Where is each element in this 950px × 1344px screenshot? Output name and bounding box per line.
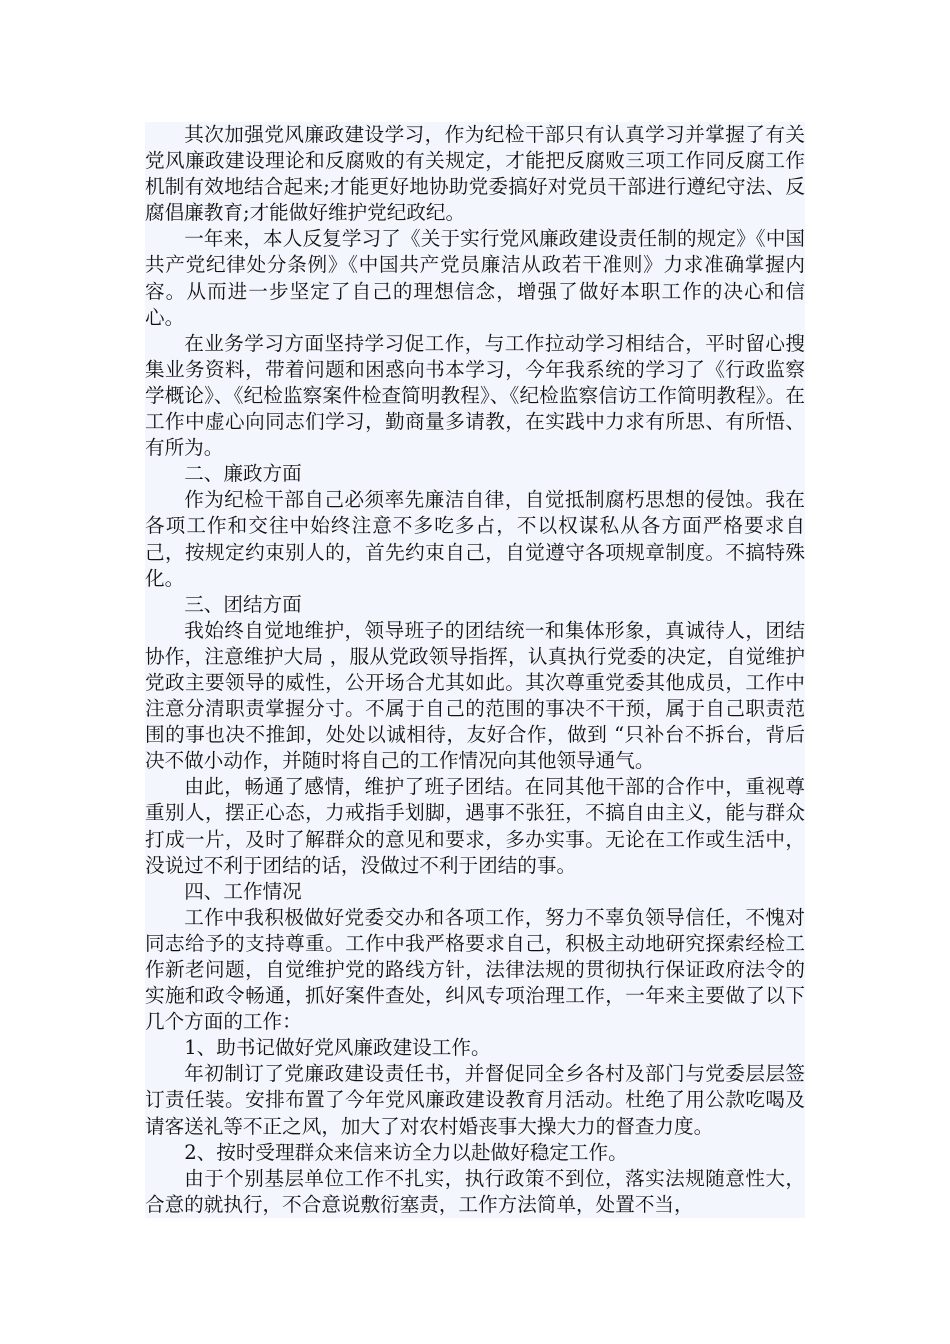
subheading-assist-secretary: 1、助书记做好党风廉政建设工作。 [184,1036,491,1060]
paragraph-assist-secretary: 年初制订了党廉政建设责任书，并督促同全乡各村及部门与党委层层签订责任装。安排布置了今年党风廉政建设教育月活动。杜绝了用公款吃喝及请客送礼等不正之风，加大了对农村婚丧事大操大力的督查力度。 [145,1062,805,1138]
section-heading-work: 四、工作情况 [184,879,302,903]
paragraph-study-intro: 其次加强党风廉政建设学习，作为纪检干部只有认真学习并掌握了有关党风廉政建设理论和反腐败的有关规定，才能把反腐败三项工作同反腐工作机制有效地结合起来;才能更好地协助党委搞好对党员干部进行遵纪守法、反腐倡廉教育;才能做好维护党纪政纪。 [145,123,805,225]
document-body [145,122,805,1218]
section-heading-unity: 三、团结方面 [184,592,302,616]
paragraph-integrity: 作为纪检干部自己必须率先廉洁自律，自觉抵制腐朽思想的侵蚀。我在各项工作和交往中始终注意不多吃多占，不以权谋私从各方面严格要求自己，按规定约束别人的，首先约束自己，自觉遵守各项规章制度。不搞特殊化。 [145,488,805,590]
paragraph-year-review: 一年来，本人反复学习了《关于实行党风廉政建设责任制的规定》《中国共产党纪律处分条例》《中国共产党员廉洁从政若干准则》力求准确掌握内容。从而进一步坚定了自己的理想信念，增强了做好本职工作的决心和信心。 [145,227,805,329]
paragraph-business-study: 在业务学习方面坚持学习促工作，与工作拉动学习相结合，平时留心搜集业务资料，带着问题和困惑向书本学习，今年我系统的学习了《行政监察学概论》、《纪检监察案件检查简明教程》、《纪检监察信访工作简明教程》。在工作中虚心向同志们学习，勤商量多请教，在实践中力求有所思、有所悟、有所为。 [145,331,805,460]
subheading-petitions: 2、按时受理群众来信来访全力以赴做好稳定工作。 [184,1140,628,1164]
section-heading-integrity: 二、廉政方面 [184,462,302,486]
paragraph-unity: 我始终自觉地维护，领导班子的团结统一和集体形象，真诚待人，团结协作，注意维护大局 ，服从党政领导指挥，认真执行党委的决定，自觉维护党政主要领导的威性，公开场合尤其如此。其次尊重党委其他成员，工作中注意分清职责掌握分寸。不属于自己的范围的事决不干预，属于自己职责范围的事也决不推卸，处处以诚相待，友好合作，做到 “只补台不拆台，背后决不做小动作，并随时将自己的工作情况向其他领导通气。 [145,618,805,773]
paragraph-petitions: 由于个别基层单位工作不扎实，执行政策不到位，落实法规随意性大，合意的就执行，不合意说敷衍塞责，工作方法简单，处置不当， [145,1166,805,1216]
paragraph-unity-result: 由此，畅通了感情，维护了班子团结。在同其他干部的合作中，重视尊重别人，摆正心态，力戒指手划脚，遇事不张狂，不搞自由主义，能与群众打成一片，及时了解群众的意见和要求，多办实事。无论在工作或生活中，没说过不利于团结的话，没做过不利于团结的事。 [145,775,805,877]
paragraph-work: 工作中我积极做好党委交办和各项工作，努力不辜负领导信任，不愧对同志给予的支持尊重。工作中我严格要求自己，积极主动地研究探索经检工作新老问题，自觉维护党的路线方针，法律法规的贯彻执行保证政府法令的实施和政令畅通，抓好案件查处，纠风专项治理工作，一年来主要做了以下几个方面的工作： [145,905,805,1034]
